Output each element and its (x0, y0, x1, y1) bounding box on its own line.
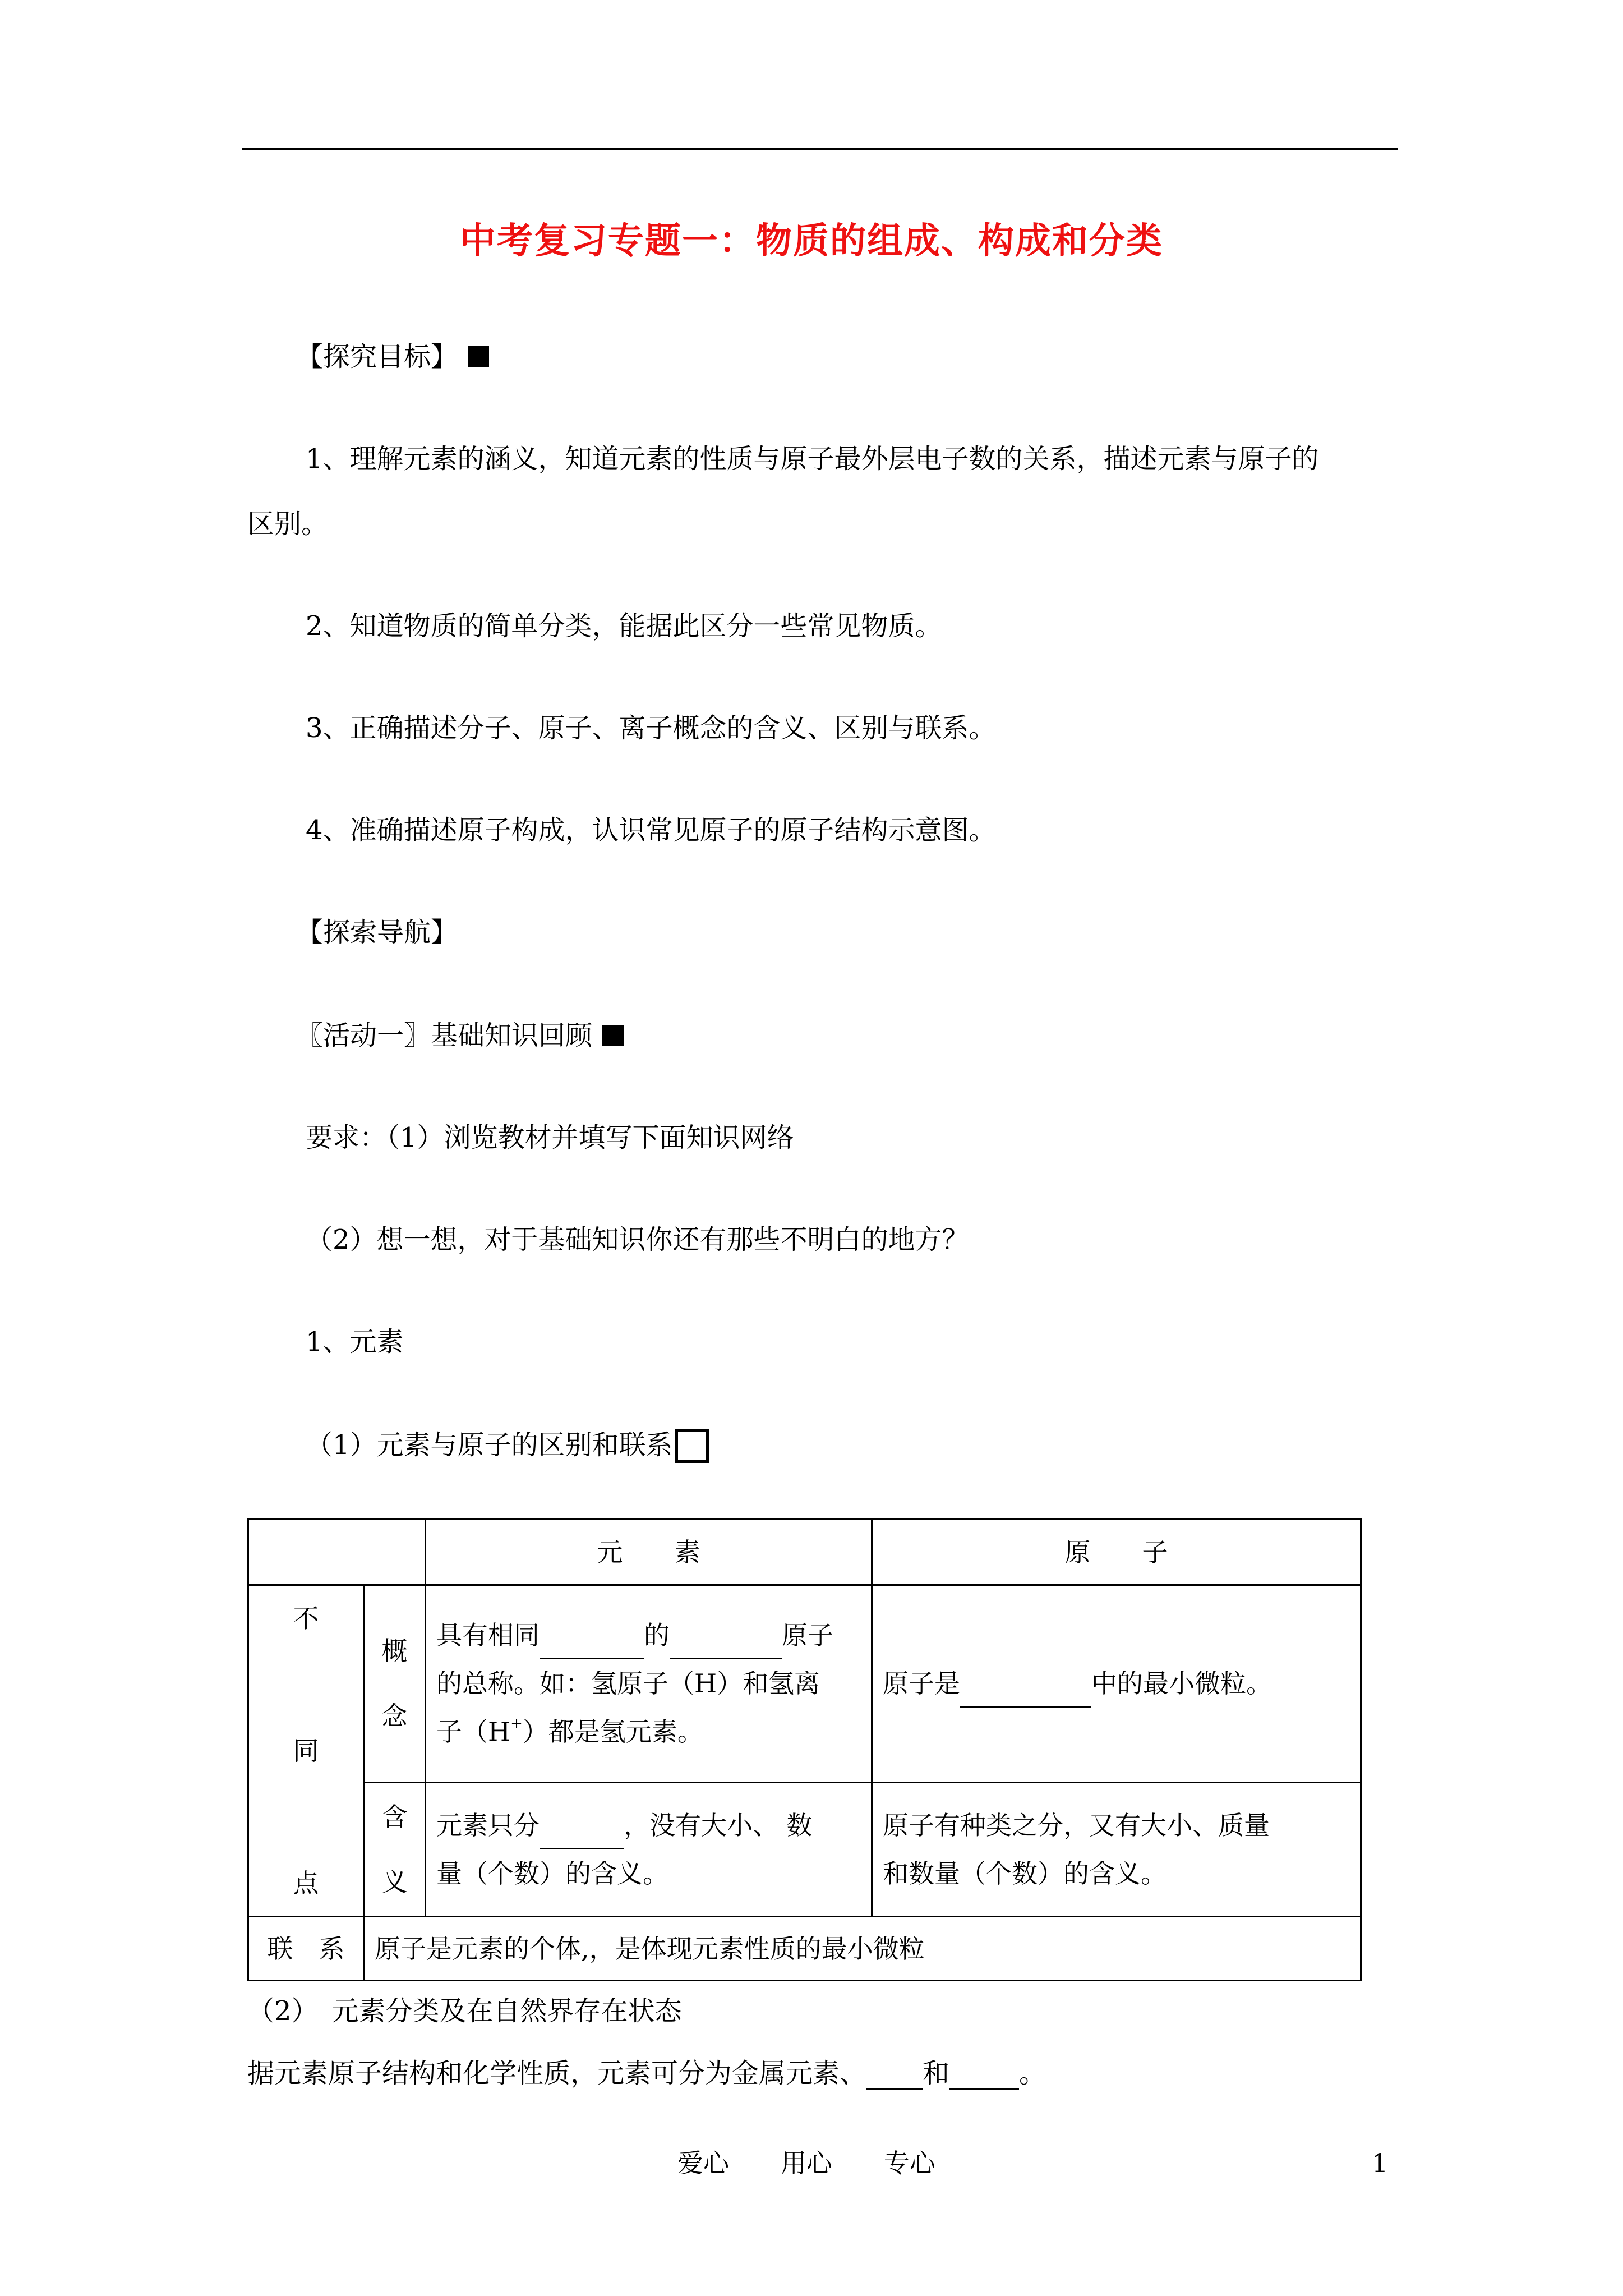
empty-box-icon (675, 1429, 709, 1463)
superscript-plus: + (510, 1715, 523, 1733)
goal-item-3: 3、正确描述分子、原子、离子概念的含义、区别与联系。 (306, 712, 996, 744)
concept-element-line-3 (436, 1708, 861, 1756)
page-number: 1 (1372, 2148, 1389, 2178)
square-bullet-icon (602, 1025, 624, 1046)
meaning-element-line-2: 量（个数）的含义。 (436, 1858, 668, 1889)
meaning-char-1: 含 (381, 1801, 408, 1832)
meaning-element-cell (426, 1782, 872, 1916)
table-corner-cell (248, 1519, 426, 1585)
section-1-sub-1-text: （1）元素与原子的区别和联系 (306, 1429, 673, 1461)
concept-label-cell (364, 1585, 426, 1783)
relation-label: 联 系 (248, 1917, 364, 1981)
footer-motto: 爱心 用心 专心 (677, 2148, 935, 2178)
section-1-sub-1 (306, 1428, 709, 1463)
table-row-meaning (248, 1782, 1361, 1916)
concept-element-cell (426, 1585, 872, 1783)
activity-heading (296, 1019, 624, 1052)
document-title: 中考复习专题一：物质的组成、构成和分类 (460, 220, 1163, 262)
section-1-sub-2-heading: （2） 元素分类及在自然界存在状态 (247, 1995, 682, 2027)
blank-field[interactable] (540, 1632, 644, 1659)
activity-heading-text: 〖活动一〗基础知识回顾 (296, 1020, 593, 1051)
concept-atom-cell (872, 1585, 1361, 1783)
meaning-char-2: 义 (381, 1866, 408, 1897)
meaning-atom-line-2: 和数量（个数）的含义。 (883, 1858, 1166, 1889)
meaning-atom-cell (872, 1782, 1361, 1916)
meaning-atom-line-1: 原子有种类之分，又有大小、质量 (883, 1810, 1270, 1841)
concept-char-2: 念 (381, 1701, 408, 1732)
meaning-element-text-a: 元素只分 (436, 1810, 540, 1841)
section-1-sub-2-text-b: 和 (923, 2058, 950, 2089)
diff-char-2: 同 (293, 1736, 319, 1766)
blank-field[interactable] (540, 1822, 624, 1849)
concept-element-line-3-a: 子（H (436, 1717, 511, 1747)
goal-item-2: 2、知道物质的简单分类，能据此区分一些常见物质。 (306, 610, 942, 642)
blank-field[interactable] (949, 2063, 1019, 2090)
concept-element-text-c: 原子 (782, 1620, 833, 1651)
blank-field[interactable] (866, 2063, 923, 2090)
concept-char-1: 概 (381, 1636, 408, 1667)
concept-atom-text-b: 中的最小微粒。 (1091, 1668, 1272, 1699)
table-header-row (248, 1519, 1361, 1585)
requirement-1: 要求：（1）浏览教材并填写下面知识网络 (306, 1122, 794, 1153)
concept-element-line-3-b: ）都是氢元素。 (522, 1717, 703, 1747)
goals-heading (296, 340, 489, 374)
section-1-sub-2-text (247, 2056, 1046, 2090)
blank-field[interactable] (670, 1632, 782, 1659)
requirement-2: （2）想一想，对于基础知识你还有那些不明白的地方？ (306, 1224, 969, 1255)
header-rule (242, 148, 1398, 150)
concept-atom-text-a: 原子是 (883, 1668, 960, 1699)
meaning-element-text-b: ，没有大小、 数 (624, 1810, 813, 1841)
section-1-sub-2-text-a: 据元素原子结构和化学性质，元素可分为金属元素、 (247, 2058, 867, 2089)
navigation-heading: 【探索导航】 (296, 917, 458, 948)
diff-char-1: 不 (293, 1603, 319, 1634)
blank-field[interactable] (960, 1680, 1091, 1708)
meaning-label-cell (364, 1782, 426, 1916)
diff-label-cell (248, 1585, 364, 1917)
relation-text: 原子是元素的个体,，是体现元素性质的最小微粒 (364, 1917, 1361, 1981)
goal-item-4: 4、准确描述原子构成，认识常见原子的原子结构示意图。 (306, 815, 996, 846)
section-1-sub-2-text-c: 。 (1019, 2058, 1046, 2089)
concept-element-line-2: 的总称。如：氢原子（H）和氢离 (436, 1668, 820, 1699)
goal-item-1-line-2: 区别。 (247, 508, 329, 540)
concept-element-line-1 (436, 1611, 861, 1659)
square-bullet-icon (468, 346, 489, 367)
diff-char-3: 点 (293, 1868, 319, 1898)
element-atom-table (247, 1518, 1362, 1981)
header-element: 元 素 (426, 1519, 872, 1585)
meaning-element-line-1 (436, 1801, 861, 1849)
concept-element-text-a: 具有相同 (436, 1620, 540, 1651)
goals-heading-text: 【探究目标】 (296, 341, 458, 372)
concept-element-text-b: 的 (644, 1620, 670, 1651)
goal-item-1-line-1: 1、理解元素的涵义，知道元素的性质与原子最外层电子数的关系，描述元素与原子的 (306, 443, 1319, 475)
header-atom: 原 子 (872, 1519, 1361, 1585)
table-row-concept (248, 1585, 1361, 1783)
section-1-heading: 1、元素 (306, 1326, 404, 1358)
table-row-relation (248, 1917, 1361, 1981)
